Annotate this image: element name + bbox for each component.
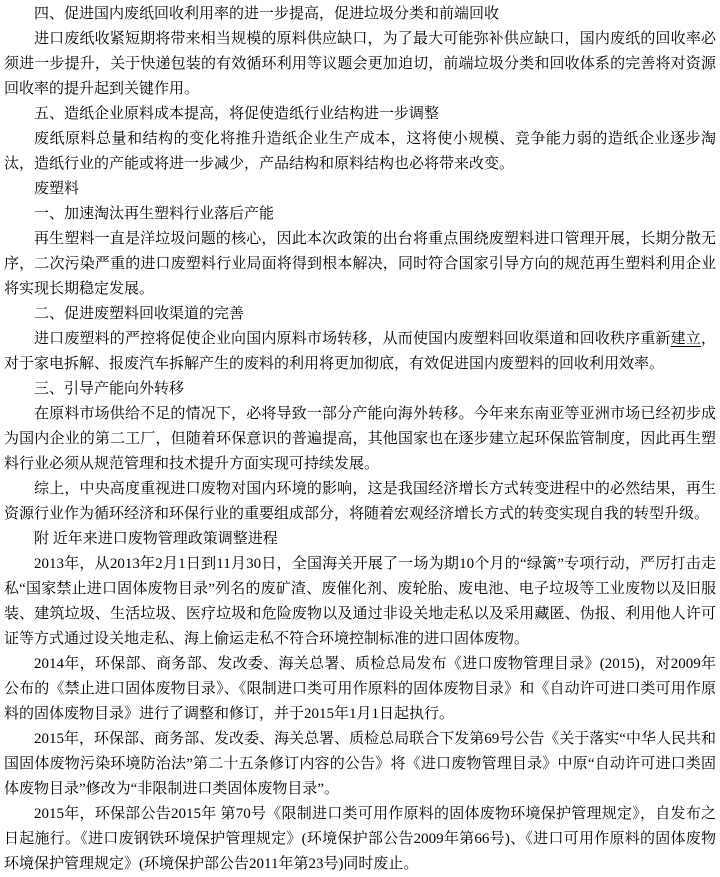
paragraph: 2015年，环保部、商务部、发改委、海关总署、质检总局联合下发第69号公告《关于落实“中华人民共和国固体废物污染环境防治法”第二十五条修订内容的公告》将《进口废物管理目录》中原“自动许可进口类固体废物目录”修改为“非限制进口类固体废物目录”。 <box>4 731 716 797</box>
paragraph: 2013年，从2013年2月1日到11月30日，全国海关开展了一场为期10个月的“绿篱”专项行动，严厉打击走私“国家禁止进口固体废物目录”列名的废矿渣、废催化剂、废轮胎、废电池、电子垃圾等工业废物以及旧服装、建筑垃圾、生活垃圾、医疗垃圾和危险废物以及通过非设关地走私以及采用藏匿、伪报、利用他人许可证等方式通过设关地走私、海上偷运走私不符合环境控制标准的进口固体废物。 <box>4 556 716 647</box>
section-heading-5: 五、造纸企业原料成本提高，将促使造纸行业结构进一步调整 <box>34 106 440 122</box>
paragraph: 2015年，环保部公告2015年 第70号《限制进口类可用作原料的固体废物环境保护管理规定》，自发布之日起施行。《进口废钢铁环境保护管理规定》(环境保护部公告2009年第66号)、《进口可用作原料的固体废物环境保护管理规定》(环境保护部公告2011年第23号)同时废止。 <box>4 806 716 872</box>
appendix-heading: 附 近年来进口废物管理政策调整进程 <box>34 531 278 547</box>
paragraph-text: 进口废塑料的严控将促使企业向国内原料市场转移，从而使国内废塑料回收渠道和回收秩序重新 <box>34 331 671 347</box>
section-heading-2: 二、促进废塑料回收渠道的完善 <box>34 306 245 322</box>
underlined-text: 建立 <box>670 331 701 347</box>
paragraph: 废纸原料总量和结构的变化将推升造纸企业生产成本，这将使小规模、竞争能力弱的造纸企业逐步淘汰，造纸行业的产能或将进一步减少，产品结构和原料结构也必将带来改变。 <box>4 131 716 172</box>
paragraph: 2014年，环保部、商务部、发改委、海关总署、质检总局发布《进口废物管理目录》(2015)，对2009年公布的《禁止进口固体废物目录》、《限制进口类可用作原料的固体废物目录》和《自动许可进口类可用作原料的固体废物目录》进行了调整和修订，并于2015年1月1日起执行。 <box>4 656 716 722</box>
paragraph: 在原料市场供给不足的情况下，必将导致一部分产能向海外转移。今年来东南亚等亚洲市场已经初步成为国内企业的第二工厂，但随着环保意识的普遍提高，其他国家也在逐步建立起环保监管制度，因此再生塑料行业必须从规范管理和技术提升方面实现可持续发展。 <box>4 406 716 472</box>
paragraph-summary: 综上，中央高度重视进口废物对国内环境的影响，这是我国经济增长方式转变进程中的必然结果，再生资源行业作为循环经济和环保行业的重要组成部分，将随着宏观经济增长方式的转变实现自我的转型升级。 <box>4 481 716 522</box>
paragraph <box>4 327 716 377</box>
paragraph: 再生塑料一直是洋垃圾问题的核心，因此本次政策的出台将重点围绕废塑料进口管理开展，长期分散无序，二次污染严重的进口废塑料行业局面将得到根本解决，同时符合国家引导方向的规范再生塑料利用企业将实现长期稳定发展。 <box>4 231 716 297</box>
paragraph-text: ，对于家电拆解、报废汽车拆解产生的废料的利用将更加彻底，有效促进国内废塑料的回收利用效率。 <box>4 331 716 372</box>
section-heading-1: 一、加速淘汰再生塑料行业落后产能 <box>34 206 275 222</box>
paragraph: 进口废纸收紧短期将带来相当规模的原料供应缺口，为了最大可能弥补供应缺口，国内废纸的回收率必须进一步提升，关于快递包装的有效循环利用等议题会更加迫切，前端垃圾分类和回收体系的完善将对资源回收率的提升起到关键作用。 <box>4 31 716 97</box>
section-heading-3: 三、引导产能向外转移 <box>34 381 185 397</box>
category-title-waste-plastic: 废塑料 <box>34 181 80 197</box>
section-heading-4: 四、促进国内废纸回收利用率的进一步提高，促进垃圾分类和前端回收 <box>34 6 500 22</box>
